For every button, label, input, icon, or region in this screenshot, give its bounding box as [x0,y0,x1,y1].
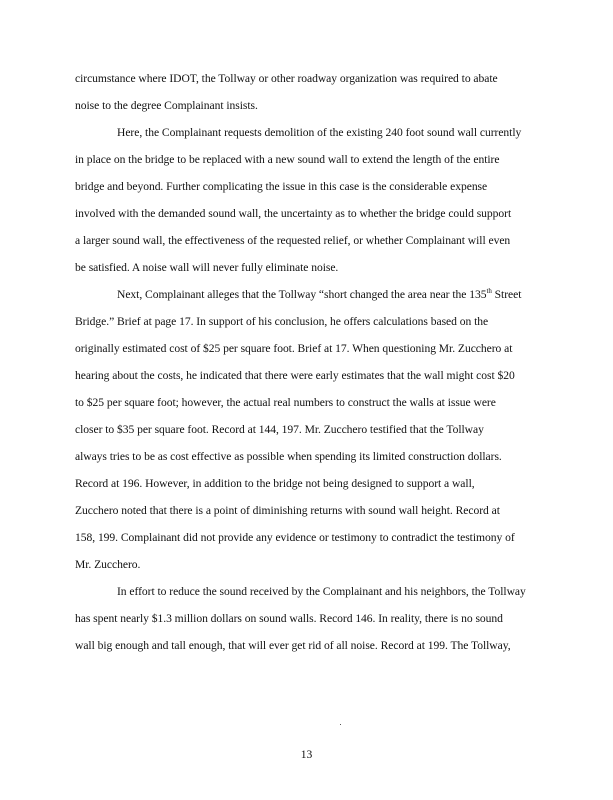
page-number: 13 [300,748,313,761]
text-line: originally estimated cost of $25 per square foot. Brief at 17. When questioning Mr. Zucchero at [75,342,513,355]
text-line: closer to $35 per square foot. Record at 144, 197. Mr. Zucchero testified that the Tollway [75,423,484,436]
text-segment: Next, Complainant alleges that the Tollway “short changed the area near the 135 [117,288,487,301]
text-line: Record at 196. However, in addition to the bridge not being designed to support a wall, [75,477,475,490]
scan-speck [340,724,341,725]
text-line: involved with the demanded sound wall, the uncertainty as to whether the bridge could support [75,207,512,220]
text-line: in place on the bridge to be replaced with a new sound wall to extend the length of the entire [75,153,500,166]
text-line: 158, 199. Complainant did not provide any evidence or testimony to contradict the testimony of [75,531,515,544]
text-line: has spent nearly $1.3 million dollars on sound walls. Record 146. In reality, there is no sound [75,612,503,625]
text-line: circumstance where IDOT, the Tollway or other roadway organization was required to abate [75,72,498,85]
text-line: hearing about the costs, he indicated that there were early estimates that the wall might cost $20 [75,369,515,382]
text-line: a larger sound wall, the effectiveness of the requested relief, or whether Complainant will even [75,234,511,247]
paragraph-start-line [117,288,521,302]
text-line: to $25 per square foot; however, the actual real numbers to construct the walls at issue were [75,396,496,409]
text-line: bridge and beyond. Further complicating the issue in this case is the considerable expense [75,180,488,193]
text-line: wall big enough and tall enough, that will ever get rid of all noise. Record at 199. The Tollway, [75,639,511,652]
text-line: noise to the degree Complainant insists. [75,99,258,112]
paragraph-start-line: In effort to reduce the sound received by the Complainant and his neighbors, the Tollway [117,585,526,598]
text-line: Bridge.” Brief at page 17. In support of his conclusion, he offers calculations based on the [75,315,489,328]
text-line: Zucchero noted that there is a point of diminishing returns with sound wall height. Record at [75,504,500,517]
text-segment: Street [491,288,522,301]
text-line: Mr. Zucchero. [75,558,141,571]
ordinal-superscript: th [486,287,492,296]
paragraph-start-line: Here, the Complainant requests demolition of the existing 240 foot sound wall currently [117,126,522,139]
text-line: always tries to be as cost effective as possible when spending its limited construction dollars. [75,450,502,463]
text-line: be satisfied. A noise wall will never fully eliminate noise. [75,261,339,274]
